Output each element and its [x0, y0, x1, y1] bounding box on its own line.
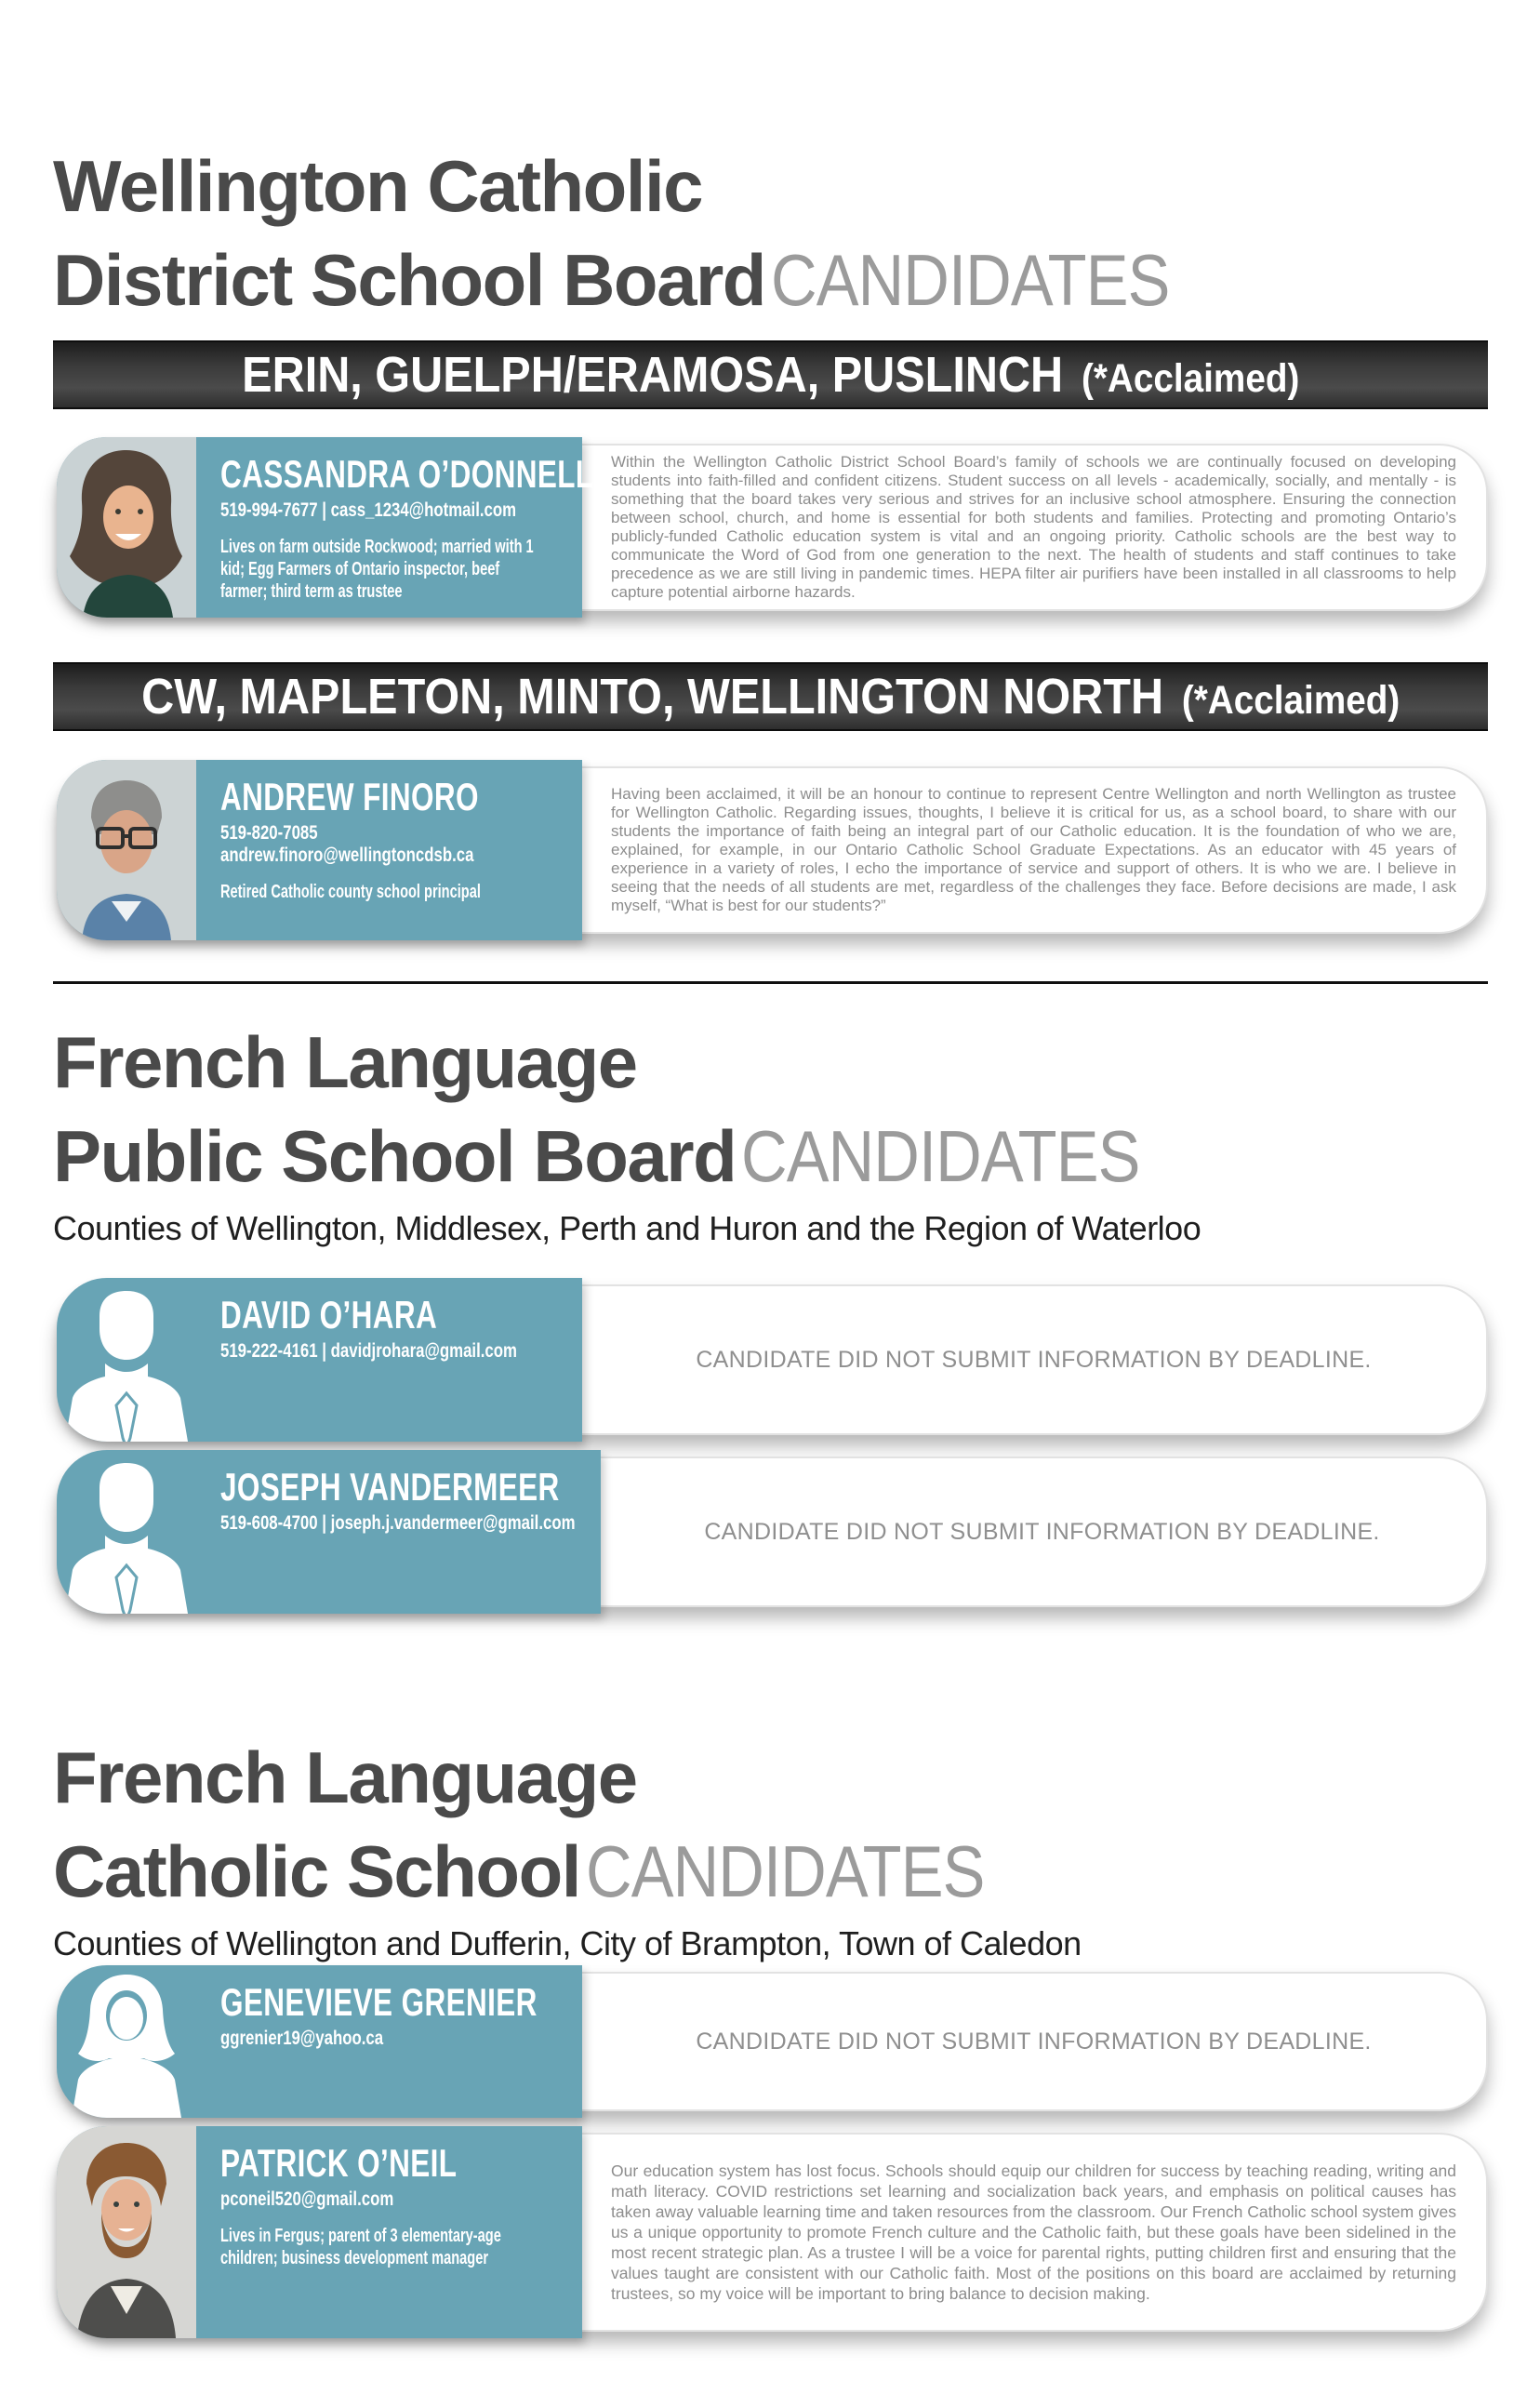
candidate-email: pconeil520@gmail.com — [220, 2188, 394, 2210]
no-submission-notice: CANDIDATE DID NOT SUBMIT INFORMATION BY DEADLINE. — [696, 1347, 1372, 1373]
section3-subtitle: Counties of Wellington and Dufferin, City of Brampton, Town of Caledon — [53, 1924, 1082, 1962]
candidate-bio: Lives in Fergus; parent of 3 elementary-age children; business development manager — [220, 2226, 501, 2268]
section-divider — [53, 981, 1488, 984]
candidate-row-andrew-finoro — [53, 760, 1488, 940]
candidate-name: PATRICK O’NEIL — [220, 2141, 458, 2185]
section2-header — [53, 1016, 1488, 1248]
candidate-row-genevieve-grenier — [53, 1965, 1488, 2118]
candidate-name: CASSANDRA O’DONNELL — [220, 452, 594, 496]
section1-title-tag: CANDIDATES — [770, 239, 1170, 321]
no-submission-notice: CANDIDATE DID NOT SUBMIT INFORMATION BY DEADLINE. — [704, 1519, 1380, 1545]
candidate-row-cassandra-odonnell — [53, 437, 1488, 618]
candidate-photo-illustration — [57, 760, 196, 940]
candidate-name: DAVID O’HARA — [220, 1293, 438, 1337]
candidate-name: ANDREW FINORO — [220, 775, 479, 818]
candidate-row-david-ohara — [53, 1278, 1488, 1442]
female-placeholder-avatar-icon — [57, 1965, 196, 2118]
section2-title-line2: Public School BoardCANDIDATES — [53, 1110, 1488, 1204]
candidate-statement: Our education system has lost focus. Schools should equip our children for success by teaching reading, writing and math literacy. COVID restrictions set learning and socialization back years, and emphasis on political causes has taken away valuable learning time and taken resources from the classroom. Our French Catholic school system gives us a unique opportunity to promote French culture and the Catholic faith, but these goals have been sidelined in the most recent strategic plan. As a trustee I will be a voice for parental rights, putting children first and ensuring that the values taught are consistent with our Catholic faith. Most of the positions on this board are acclaimed by returning trustees, so my voice will be important to bring balance to decision making. — [611, 2162, 1456, 2303]
race-banner-cw-mapleton-minto-wellington-north — [53, 662, 1488, 731]
section1-title-line2: District School BoardCANDIDATES — [53, 233, 1488, 327]
photo-patrick-oneil — [57, 2126, 196, 2338]
section2-subtitle: Counties of Wellington, Middlesex, Perth and Huron and the Region of Waterloo — [53, 1209, 1201, 1247]
race-banner-title: ERIN, GUELPH/ERAMOSA, PUSLINCH — [241, 347, 1063, 403]
section2-title-tag: CANDIDATES — [741, 1115, 1140, 1197]
section1-title-line1: Wellington Catholic — [53, 145, 703, 227]
candidate-name: GENEVIEVE GRENIER — [220, 1980, 538, 2024]
candidate-bio: Lives on farm outside Rockwood; married with 1 kid; Egg Farmers of Ontario inspector, beef farmer; third term as trustee — [220, 537, 534, 602]
photo-cassandra-odonnell — [57, 437, 196, 618]
candidate-photo-illustration — [57, 437, 196, 618]
no-submission-notice: CANDIDATE DID NOT SUBMIT INFORMATION BY DEADLINE. — [696, 2029, 1372, 2055]
candidate-phone: 519-820-7085 — [220, 822, 318, 844]
candidate-statement: Having been acclaimed, it will be an honour to continue to represent Centre Wellington and north Wellington as trustee for Wellington Catholic. Regarding issues, thoughts, I believe it is critical for us, as a school board, to share with our students the importance of faith being an integral part of our Catholic education. It is the foundation of who we are, explained, for example, in our Ontario Catholic School Graduate Expectations. As an educator with 45 years of experience in a variety of roles, I echo the importance of service and support of others. It is who we are. I believe in seeing that the needs of all students are met, regardless of the challenges they face. Before decisions are made, I ask myself, “What is best for our students?” — [611, 785, 1456, 914]
section3-title-line1: French Language — [53, 1736, 637, 1818]
candidate-info-card — [57, 1965, 582, 2118]
photo-andrew-finoro — [57, 760, 196, 940]
section3-title-tag: CANDIDATES — [585, 1830, 985, 1912]
male-placeholder-avatar-icon — [57, 1450, 196, 1614]
candidate-info-card — [57, 1450, 601, 1614]
candidate-info-card — [57, 437, 594, 618]
section3-header — [53, 1731, 1488, 1963]
candidate-info-card — [57, 760, 582, 940]
race-banner-erin-guelph-eramosa-puslinch — [53, 340, 1488, 409]
candidate-name: JOSEPH VANDERMEER — [220, 1465, 560, 1509]
race-banner-title: CW, MAPLETON, MINTO, WELLINGTON NORTH — [140, 669, 1163, 725]
male-placeholder-avatar-icon — [57, 1278, 196, 1442]
candidate-email: ggrenier19@yahoo.ca — [220, 2028, 384, 2049]
candidate-email: andrew.finoro@wellingtoncdsb.ca — [220, 845, 474, 866]
candidate-row-joseph-vandermeer — [53, 1450, 1488, 1614]
candidate-bio: Retired Catholic county school principal — [220, 882, 481, 902]
candidate-contact: 519-994-7677 | cass_1234@hotmail.com — [220, 499, 517, 521]
candidate-photo-illustration — [57, 2126, 196, 2338]
candidate-info-card — [57, 1278, 582, 1442]
candidate-info-card — [57, 2126, 582, 2338]
section1-title — [53, 140, 1488, 327]
section2-title-line1: French Language — [53, 1021, 637, 1103]
section3-title-line2: Catholic SchoolCANDIDATES — [53, 1825, 1488, 1919]
candidate-row-patrick-oneil — [53, 2126, 1488, 2338]
candidate-contact: 519-222-4161 | davidjrohara@gmail.com — [220, 1340, 517, 1362]
candidate-statement: Within the Wellington Catholic District School Board’s family of schools we are continually focused on developing students into faith-filled and confident citizens. Student success on all levels - academically, socially, and mentally - is something that the board takes very serious and strives for an inclusive school atmosphere. Ensuring the connection between school, church, and home is essential for both students and families. Protecting and promoting Ontario’s publicly-funded Catholic education system is vital and an ongoing priority. Catholic schools are the best way to communicate the Word of God from one generation to the next. The health of students and staff continues to take precedence as we are still living in pandemic times. HEPA filter air purifiers have been installed in all classrooms to help capture potential airborne hazards. — [611, 453, 1456, 601]
race-banner-acclaimed-note: (*Acclaimed) — [1081, 356, 1300, 401]
race-banner-acclaimed-note: (*Acclaimed) — [1181, 678, 1401, 723]
candidate-contact: 519-608-4700 | joseph.j.vandermeer@gmail.com — [220, 1512, 576, 1534]
